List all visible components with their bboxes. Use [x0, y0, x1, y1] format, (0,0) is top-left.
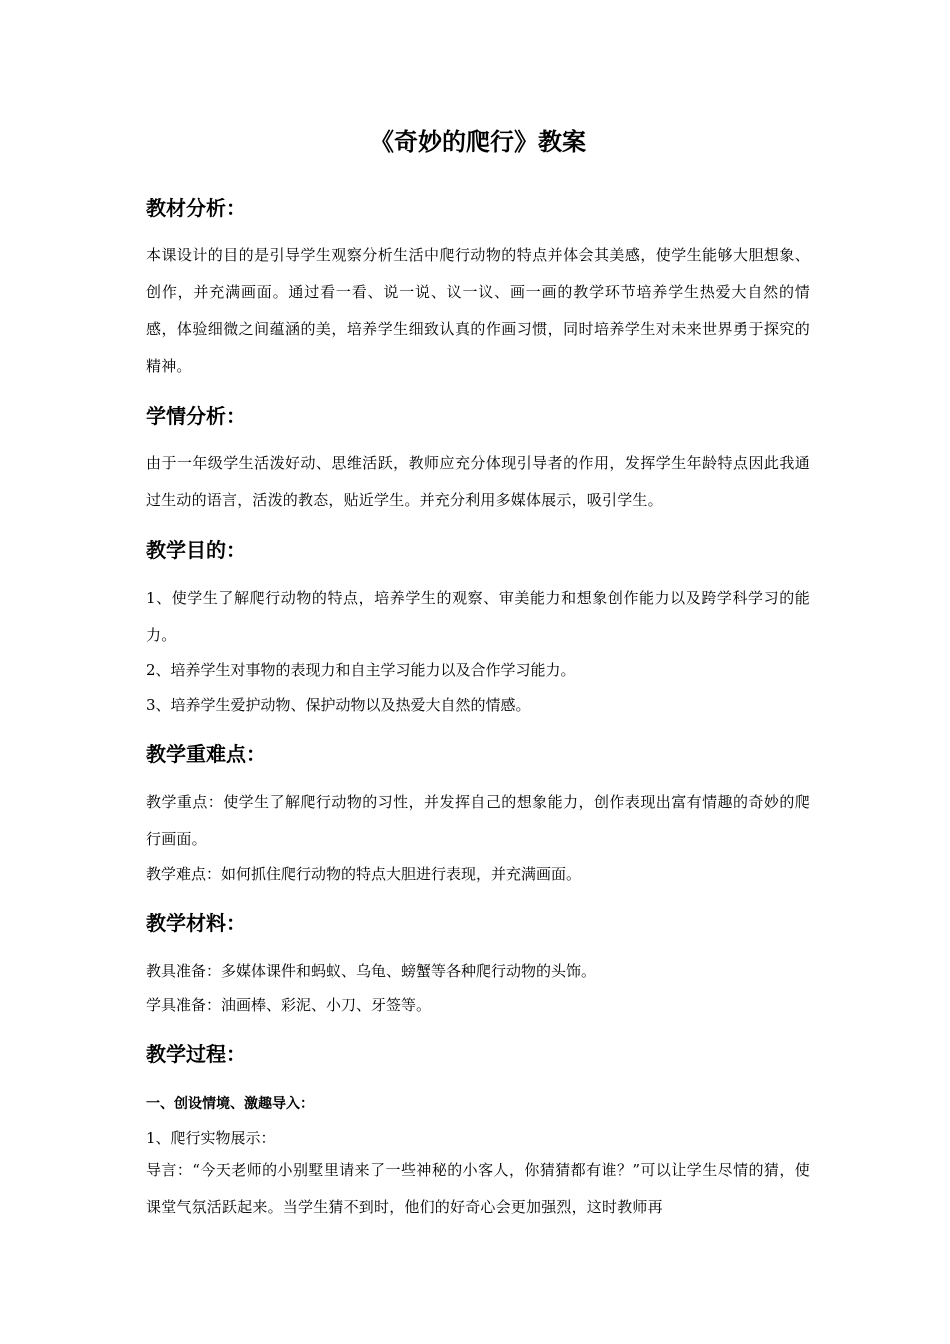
section-heading-process: 教学过程：	[146, 1042, 246, 1066]
process-step-1-text: 导言：“今天老师的小别墅里请来了一些神秘的小客人，你猜猜都有谁？”可以让学生尽情的猜，使课堂气氛活跃起来。当学生猜不到时，他们的好奇心会更加强烈，这时教师再	[146, 1161, 810, 1216]
page-title: 《奇妙的爬行》教案	[370, 127, 586, 156]
process-step-1-item: 1、爬行实物展示：	[146, 1129, 276, 1147]
section-heading-key-points: 教学重难点：	[146, 742, 266, 766]
student-materials-text: 学具准备：油画棒、彩泥、小刀、牙签等。	[146, 996, 432, 1014]
section-body-textbook-analysis: 本课设计的目的是引导学生观察分析生活中爬行动物的特点并体会其美感，使学生能够大胆想象、创作，并充满画面。通过看一看、说一说、议一议、画一画的教学环节培养学生热爱大自然的情感，体验细微之间蕴涵的美，培养学生细致认真的作画习惯，同时培养学生对未来世界勇于探究的精神。	[146, 246, 810, 375]
section-heading-materials: 教学材料：	[146, 911, 246, 935]
process-step-1-title: 一、创设情境、激趣导入：	[146, 1096, 314, 1112]
section-heading-student-analysis: 学情分析：	[146, 404, 246, 428]
section-heading-teaching-goals: 教学目的：	[146, 538, 246, 562]
teaching-goal-item-1: 1、使学生了解爬行动物的特点，培养学生的观察、审美能力和想象创作能力以及跨学科学习的能力。	[146, 589, 810, 644]
teaching-goal-item-2: 2、培养学生对事物的表现力和自主学习能力以及合作学习能力。	[146, 661, 576, 679]
key-point-text: 教学重点：使学生了解爬行动物的习性，并发挥自己的想象能力，创作表现出富有情趣的奇妙的爬行画面。	[146, 793, 810, 848]
teaching-goal-item-3: 3、培养学生爱护动物、保护动物以及热爱大自然的情感。	[146, 696, 531, 714]
difficult-point-text: 教学难点：如何抓住爬行动物的特点大胆进行表现，并充满画面。	[146, 865, 582, 883]
section-heading-textbook-analysis: 教材分析：	[146, 196, 246, 220]
teacher-materials-text: 教具准备：多媒体课件和蚂蚁、乌龟、螃蟹等各种爬行动物的头饰。	[146, 962, 597, 980]
section-body-student-analysis: 由于一年级学生活泼好动、思维活跃，教师应充分体现引导者的作用，发挥学生年龄特点因此我通过生动的语言，活泼的教态，贴近学生。并充分利用多媒体展示，吸引学生。	[146, 454, 810, 509]
